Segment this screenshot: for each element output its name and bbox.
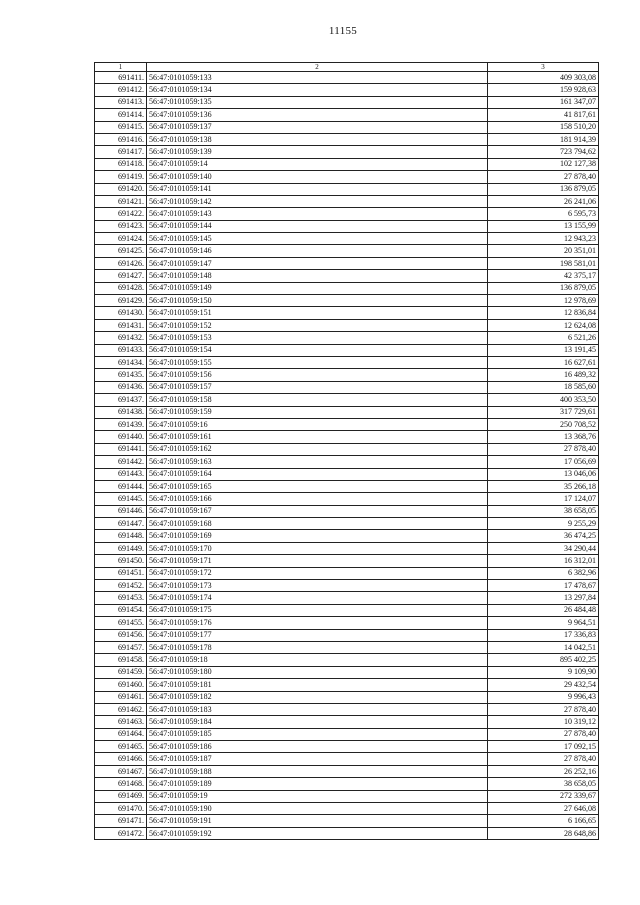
cadastral-value: 317 729,61 bbox=[488, 406, 599, 418]
cadastral-number: 56:47:0101059:155 bbox=[147, 356, 488, 368]
cadastral-value: 10 319,12 bbox=[488, 716, 599, 728]
cadastral-number: 56:47:0101059:181 bbox=[147, 679, 488, 691]
table-row bbox=[95, 654, 599, 666]
cadastral-value: 12 978,69 bbox=[488, 295, 599, 307]
cadastral-value: 16 489,32 bbox=[488, 369, 599, 381]
row-number: 691411. bbox=[95, 72, 147, 84]
cadastral-number: 56:47:0101059:169 bbox=[147, 530, 488, 542]
cadastral-number: 56:47:0101059:146 bbox=[147, 245, 488, 257]
cadastral-number: 56:47:0101059:164 bbox=[147, 468, 488, 480]
cadastral-number: 56:47:0101059:139 bbox=[147, 146, 488, 158]
table-row bbox=[95, 431, 599, 443]
row-number: 691412. bbox=[95, 84, 147, 96]
row-number: 691440. bbox=[95, 431, 147, 443]
table-row bbox=[95, 195, 599, 207]
row-number: 691436. bbox=[95, 381, 147, 393]
cadastral-number: 56:47:0101059:145 bbox=[147, 233, 488, 245]
cadastral-number: 56:47:0101059:142 bbox=[147, 195, 488, 207]
table-row bbox=[95, 344, 599, 356]
cadastral-value: 9 255,29 bbox=[488, 518, 599, 530]
row-number: 691467. bbox=[95, 765, 147, 777]
row-number: 691425. bbox=[95, 245, 147, 257]
cadastral-number: 56:47:0101059:157 bbox=[147, 381, 488, 393]
cadastral-number: 56:47:0101059:185 bbox=[147, 728, 488, 740]
cadastral-value: 17 336,83 bbox=[488, 629, 599, 641]
cadastral-value: 13 155,99 bbox=[488, 220, 599, 232]
cadastral-value: 27 878,40 bbox=[488, 171, 599, 183]
row-number: 691413. bbox=[95, 96, 147, 108]
table-row bbox=[95, 555, 599, 567]
row-number: 691471. bbox=[95, 815, 147, 827]
table-row bbox=[95, 679, 599, 691]
cadastral-number: 56:47:0101059:162 bbox=[147, 443, 488, 455]
cadastral-number: 56:47:0101059:148 bbox=[147, 270, 488, 282]
cadastral-number: 56:47:0101059:144 bbox=[147, 220, 488, 232]
cadastral-number: 56:47:0101059:163 bbox=[147, 456, 488, 468]
cadastral-value: 38 658,05 bbox=[488, 505, 599, 517]
row-number: 691462. bbox=[95, 703, 147, 715]
row-number: 691445. bbox=[95, 493, 147, 505]
cadastral-value: 17 092,15 bbox=[488, 741, 599, 753]
page-number: 11155 bbox=[328, 25, 358, 37]
cadastral-value: 9 964,51 bbox=[488, 617, 599, 629]
table-row bbox=[95, 493, 599, 505]
cadastral-number: 56:47:0101059:174 bbox=[147, 592, 488, 604]
cadastral-value: 158 510,20 bbox=[488, 121, 599, 133]
table-row bbox=[95, 456, 599, 468]
cadastral-value: 12 943,23 bbox=[488, 233, 599, 245]
cadastral-number: 56:47:0101059:151 bbox=[147, 307, 488, 319]
cadastral-number: 56:47:0101059:184 bbox=[147, 716, 488, 728]
cadastral-number: 56:47:0101059:137 bbox=[147, 121, 488, 133]
column-header-1: 1 bbox=[95, 63, 147, 72]
cadastral-value: 13 368,76 bbox=[488, 431, 599, 443]
row-number: 691432. bbox=[95, 332, 147, 344]
cadastral-number: 56:47:0101059:173 bbox=[147, 580, 488, 592]
cadastral-number: 56:47:0101059:141 bbox=[147, 183, 488, 195]
table-row bbox=[95, 394, 599, 406]
cadastral-value: 12 624,08 bbox=[488, 319, 599, 331]
row-number: 691437. bbox=[95, 394, 147, 406]
row-number: 691429. bbox=[95, 295, 147, 307]
cadastral-value: 272 339,67 bbox=[488, 790, 599, 802]
table-row bbox=[95, 592, 599, 604]
row-number: 691460. bbox=[95, 679, 147, 691]
row-number: 691431. bbox=[95, 319, 147, 331]
cadastral-value: 17 124,07 bbox=[488, 493, 599, 505]
cadastral-value: 28 648,86 bbox=[488, 827, 599, 839]
row-number: 691442. bbox=[95, 456, 147, 468]
cadastral-number: 56:47:0101059:154 bbox=[147, 344, 488, 356]
cadastral-number: 56:47:0101059:18 bbox=[147, 654, 488, 666]
row-number: 691414. bbox=[95, 109, 147, 121]
cadastral-number: 56:47:0101059:149 bbox=[147, 282, 488, 294]
row-number: 691451. bbox=[95, 567, 147, 579]
table-row bbox=[95, 691, 599, 703]
cadastral-number: 56:47:0101059:191 bbox=[147, 815, 488, 827]
table-row bbox=[95, 121, 599, 133]
cadastral-number: 56:47:0101059:143 bbox=[147, 208, 488, 220]
table-row bbox=[95, 369, 599, 381]
table-row bbox=[95, 815, 599, 827]
cadastral-value: 409 303,08 bbox=[488, 72, 599, 84]
row-number: 691427. bbox=[95, 270, 147, 282]
table-row bbox=[95, 158, 599, 170]
cadastral-number: 56:47:0101059:178 bbox=[147, 641, 488, 653]
table-row bbox=[95, 505, 599, 517]
row-number: 691457. bbox=[95, 641, 147, 653]
row-number: 691435. bbox=[95, 369, 147, 381]
cadastral-number: 56:47:0101059:180 bbox=[147, 666, 488, 678]
table-row bbox=[95, 295, 599, 307]
cadastral-value: 27 646,08 bbox=[488, 803, 599, 815]
row-number: 691439. bbox=[95, 418, 147, 430]
cadastral-value: 27 878,40 bbox=[488, 728, 599, 740]
row-number: 691447. bbox=[95, 518, 147, 530]
cadastral-value: 159 928,63 bbox=[488, 84, 599, 96]
table-row bbox=[95, 604, 599, 616]
cadastral-number: 56:47:0101059:138 bbox=[147, 133, 488, 145]
table-row bbox=[95, 220, 599, 232]
cadastral-value: 13 046,06 bbox=[488, 468, 599, 480]
cadastral-value: 181 914,39 bbox=[488, 133, 599, 145]
cadastral-value: 9 996,43 bbox=[488, 691, 599, 703]
header-row bbox=[95, 63, 599, 72]
table-row bbox=[95, 468, 599, 480]
cadastral-value: 26 241,06 bbox=[488, 195, 599, 207]
cadastral-value: 12 836,84 bbox=[488, 307, 599, 319]
cadastral-value: 35 266,18 bbox=[488, 480, 599, 492]
row-number: 691470. bbox=[95, 803, 147, 815]
cadastral-value: 16 627,61 bbox=[488, 356, 599, 368]
cadastral-number: 56:47:0101059:19 bbox=[147, 790, 488, 802]
column-header-3: 3 bbox=[488, 63, 599, 72]
table-row bbox=[95, 480, 599, 492]
row-number: 691417. bbox=[95, 146, 147, 158]
cadastral-value: 17 056,69 bbox=[488, 456, 599, 468]
table-row bbox=[95, 406, 599, 418]
cadastral-number: 56:47:0101059:167 bbox=[147, 505, 488, 517]
row-number: 691444. bbox=[95, 480, 147, 492]
table-row bbox=[95, 245, 599, 257]
row-number: 691418. bbox=[95, 158, 147, 170]
row-number: 691421. bbox=[95, 195, 147, 207]
cadastral-number: 56:47:0101059:156 bbox=[147, 369, 488, 381]
table-row bbox=[95, 332, 599, 344]
cadastral-value: 27 878,40 bbox=[488, 703, 599, 715]
table-row bbox=[95, 319, 599, 331]
cadastral-value: 38 658,05 bbox=[488, 778, 599, 790]
table-row bbox=[95, 307, 599, 319]
cadastral-value: 20 351,01 bbox=[488, 245, 599, 257]
row-number: 691423. bbox=[95, 220, 147, 232]
cadastral-value: 29 432,54 bbox=[488, 679, 599, 691]
table-row bbox=[95, 790, 599, 802]
cadastral-number: 56:47:0101059:136 bbox=[147, 109, 488, 121]
row-number: 691469. bbox=[95, 790, 147, 802]
row-number: 691428. bbox=[95, 282, 147, 294]
cadastral-number: 56:47:0101059:134 bbox=[147, 84, 488, 96]
row-number: 691472. bbox=[95, 827, 147, 839]
row-number: 691433. bbox=[95, 344, 147, 356]
cadastral-number: 56:47:0101059:166 bbox=[147, 493, 488, 505]
table-row bbox=[95, 778, 599, 790]
cadastral-value: 36 474,25 bbox=[488, 530, 599, 542]
table-row bbox=[95, 803, 599, 815]
cadastral-number: 56:47:0101059:190 bbox=[147, 803, 488, 815]
cadastral-number: 56:47:0101059:168 bbox=[147, 518, 488, 530]
table-row bbox=[95, 641, 599, 653]
row-number: 691464. bbox=[95, 728, 147, 740]
cadastral-value: 198 581,01 bbox=[488, 257, 599, 269]
cadastral-number: 56:47:0101059:152 bbox=[147, 319, 488, 331]
row-number: 691434. bbox=[95, 356, 147, 368]
cadastral-value: 13 297,84 bbox=[488, 592, 599, 604]
cadastral-number: 56:47:0101059:14 bbox=[147, 158, 488, 170]
row-number: 691416. bbox=[95, 133, 147, 145]
cadastral-number: 56:47:0101059:187 bbox=[147, 753, 488, 765]
table-row bbox=[95, 617, 599, 629]
row-number: 691422. bbox=[95, 208, 147, 220]
column-header-2: 2 bbox=[147, 63, 488, 72]
cadastral-value: 27 878,40 bbox=[488, 753, 599, 765]
cadastral-value: 6 521,26 bbox=[488, 332, 599, 344]
table-row bbox=[95, 629, 599, 641]
table-row bbox=[95, 530, 599, 542]
row-number: 691426. bbox=[95, 257, 147, 269]
row-number: 691449. bbox=[95, 542, 147, 554]
table-row bbox=[95, 133, 599, 145]
row-number: 691454. bbox=[95, 604, 147, 616]
cadastral-value: 9 109,90 bbox=[488, 666, 599, 678]
row-number: 691458. bbox=[95, 654, 147, 666]
row-number: 691438. bbox=[95, 406, 147, 418]
table-row bbox=[95, 567, 599, 579]
table-row bbox=[95, 666, 599, 678]
row-number: 691468. bbox=[95, 778, 147, 790]
table-row bbox=[95, 753, 599, 765]
table-row bbox=[95, 257, 599, 269]
table-row bbox=[95, 72, 599, 84]
table-row bbox=[95, 270, 599, 282]
cadastral-value: 18 585,60 bbox=[488, 381, 599, 393]
row-number: 691465. bbox=[95, 741, 147, 753]
table-row bbox=[95, 233, 599, 245]
cadastral-number: 56:47:0101059:158 bbox=[147, 394, 488, 406]
row-number: 691430. bbox=[95, 307, 147, 319]
table-row bbox=[95, 381, 599, 393]
cadastral-number: 56:47:0101059:133 bbox=[147, 72, 488, 84]
table-row bbox=[95, 703, 599, 715]
cadastral-number: 56:47:0101059:170 bbox=[147, 542, 488, 554]
cadastral-number: 56:47:0101059:189 bbox=[147, 778, 488, 790]
row-number: 691419. bbox=[95, 171, 147, 183]
cadastral-number: 56:47:0101059:171 bbox=[147, 555, 488, 567]
table-row bbox=[95, 443, 599, 455]
cadastral-value: 26 484,48 bbox=[488, 604, 599, 616]
row-number: 691443. bbox=[95, 468, 147, 480]
table-row bbox=[95, 518, 599, 530]
cadastral-value: 6 382,96 bbox=[488, 567, 599, 579]
cadastral-number: 56:47:0101059:159 bbox=[147, 406, 488, 418]
cadastral-value: 6 595,73 bbox=[488, 208, 599, 220]
cadastral-number: 56:47:0101059:182 bbox=[147, 691, 488, 703]
table-row bbox=[95, 356, 599, 368]
table-row bbox=[95, 183, 599, 195]
row-number: 691452. bbox=[95, 580, 147, 592]
cadastral-number: 56:47:0101059:153 bbox=[147, 332, 488, 344]
row-number: 691450. bbox=[95, 555, 147, 567]
row-number: 691424. bbox=[95, 233, 147, 245]
row-number: 691463. bbox=[95, 716, 147, 728]
row-number: 691446. bbox=[95, 505, 147, 517]
cadastral-value: 41 817,61 bbox=[488, 109, 599, 121]
row-number: 691455. bbox=[95, 617, 147, 629]
table-row bbox=[95, 96, 599, 108]
cadastral-value: 6 166,65 bbox=[488, 815, 599, 827]
cadastral-number: 56:47:0101059:176 bbox=[147, 617, 488, 629]
cadastral-value-table bbox=[94, 62, 599, 840]
table-row bbox=[95, 542, 599, 554]
cadastral-number: 56:47:0101059:183 bbox=[147, 703, 488, 715]
cadastral-number: 56:47:0101059:192 bbox=[147, 827, 488, 839]
cadastral-number: 56:47:0101059:165 bbox=[147, 480, 488, 492]
cadastral-value: 102 127,38 bbox=[488, 158, 599, 170]
row-number: 691441. bbox=[95, 443, 147, 455]
table-row bbox=[95, 171, 599, 183]
cadastral-number: 56:47:0101059:188 bbox=[147, 765, 488, 777]
cadastral-number: 56:47:0101059:16 bbox=[147, 418, 488, 430]
cadastral-number: 56:47:0101059:135 bbox=[147, 96, 488, 108]
table-row bbox=[95, 109, 599, 121]
table-row bbox=[95, 418, 599, 430]
table-body bbox=[95, 72, 599, 840]
row-number: 691466. bbox=[95, 753, 147, 765]
table-row bbox=[95, 765, 599, 777]
table-row bbox=[95, 208, 599, 220]
cadastral-number: 56:47:0101059:175 bbox=[147, 604, 488, 616]
cadastral-value: 723 794,62 bbox=[488, 146, 599, 158]
cadastral-value: 17 478,67 bbox=[488, 580, 599, 592]
table-row bbox=[95, 282, 599, 294]
cadastral-number: 56:47:0101059:186 bbox=[147, 741, 488, 753]
row-number: 691420. bbox=[95, 183, 147, 195]
cadastral-value: 13 191,45 bbox=[488, 344, 599, 356]
cadastral-value: 161 347,07 bbox=[488, 96, 599, 108]
cadastral-value: 16 312,01 bbox=[488, 555, 599, 567]
cadastral-number: 56:47:0101059:177 bbox=[147, 629, 488, 641]
table-row bbox=[95, 84, 599, 96]
row-number: 691448. bbox=[95, 530, 147, 542]
cadastral-value: 250 708,52 bbox=[488, 418, 599, 430]
table-header bbox=[95, 63, 599, 72]
row-number: 691459. bbox=[95, 666, 147, 678]
cadastral-number: 56:47:0101059:140 bbox=[147, 171, 488, 183]
cadastral-value: 136 879,05 bbox=[488, 282, 599, 294]
cadastral-number: 56:47:0101059:161 bbox=[147, 431, 488, 443]
cadastral-number: 56:47:0101059:147 bbox=[147, 257, 488, 269]
cadastral-value: 27 878,40 bbox=[488, 443, 599, 455]
table-row bbox=[95, 580, 599, 592]
cadastral-value: 400 353,50 bbox=[488, 394, 599, 406]
table-row bbox=[95, 716, 599, 728]
row-number: 691456. bbox=[95, 629, 147, 641]
cadastral-value: 14 042,51 bbox=[488, 641, 599, 653]
table-row bbox=[95, 827, 599, 839]
cadastral-number: 56:47:0101059:150 bbox=[147, 295, 488, 307]
table-row bbox=[95, 146, 599, 158]
table-row bbox=[95, 728, 599, 740]
cadastral-value: 34 290,44 bbox=[488, 542, 599, 554]
row-number: 691461. bbox=[95, 691, 147, 703]
cadastral-value: 136 879,05 bbox=[488, 183, 599, 195]
row-number: 691453. bbox=[95, 592, 147, 604]
cadastral-number: 56:47:0101059:172 bbox=[147, 567, 488, 579]
table-row bbox=[95, 741, 599, 753]
cadastral-value: 26 252,16 bbox=[488, 765, 599, 777]
cadastral-value: 42 375,17 bbox=[488, 270, 599, 282]
row-number: 691415. bbox=[95, 121, 147, 133]
cadastral-value: 895 402,25 bbox=[488, 654, 599, 666]
